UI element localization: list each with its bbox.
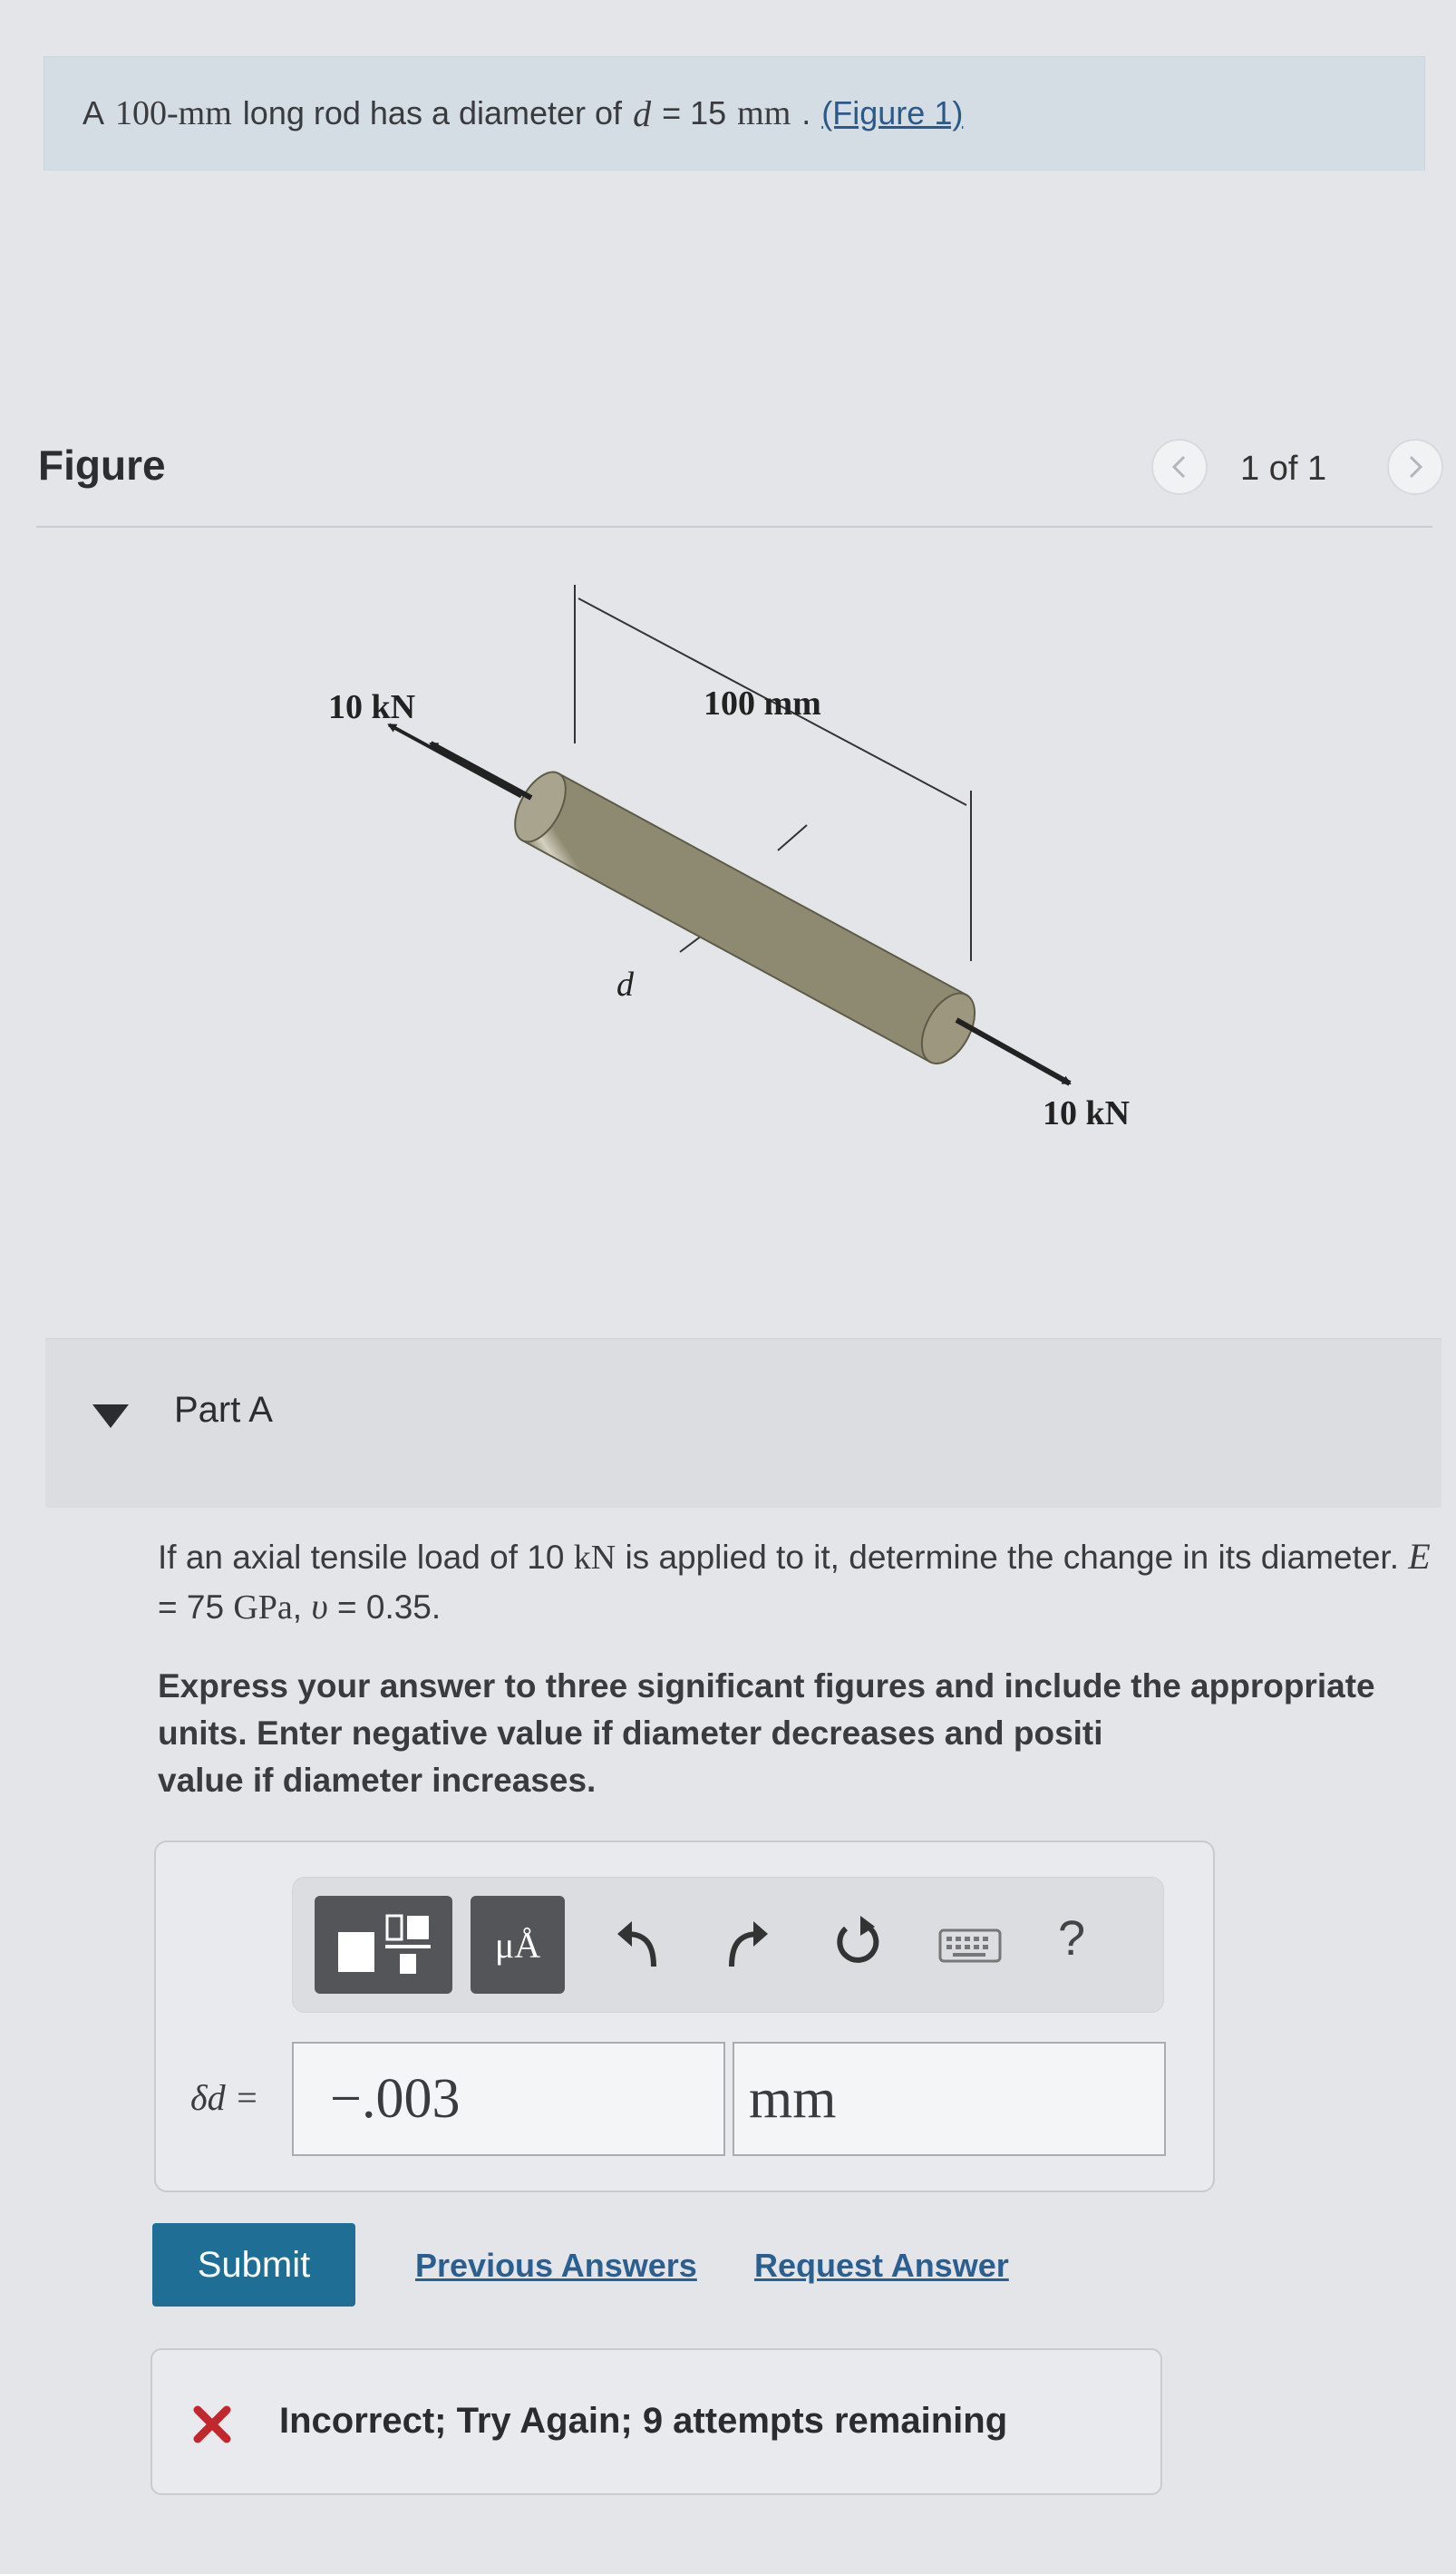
rod-length: 100-mm	[115, 94, 232, 132]
previous-answers-link[interactable]: Previous Answers	[415, 2247, 697, 2284]
diameter-variable: d	[633, 92, 652, 134]
diameter-value: = 15	[662, 94, 727, 131]
units-button[interactable]: μÅ	[471, 1896, 565, 1994]
figure-link[interactable]: (Figure 1)	[821, 94, 964, 131]
templates-button[interactable]	[315, 1896, 452, 1994]
problem-separator: .	[801, 94, 811, 131]
answer-value-input[interactable]	[292, 2042, 725, 2156]
poisson-value: = 0.35.	[336, 1588, 442, 1626]
problem-statement	[44, 56, 1425, 170]
figure-header	[36, 426, 1432, 528]
modulus-variable: E	[1408, 1536, 1431, 1577]
diameter-leader-top	[778, 825, 807, 850]
load-label-left: 10 kN	[328, 688, 416, 726]
problem-text: long rod has a diameter of	[242, 94, 623, 131]
answer-label: δd =	[190, 2077, 259, 2118]
redo-icon[interactable]	[719, 1912, 773, 1976]
next-figure-button[interactable]	[1387, 439, 1443, 495]
modulus-unit: GPa	[233, 1588, 293, 1627]
force-arrow-left	[431, 743, 531, 798]
chevron-right-icon	[1404, 453, 1426, 481]
load-unit: kN	[573, 1539, 616, 1577]
rod	[371, 691, 985, 1072]
poisson-variable: υ	[311, 1586, 328, 1627]
rod-figure	[272, 562, 1179, 1151]
force-arrow-right	[956, 1020, 1070, 1083]
problem-intro: A	[83, 94, 105, 131]
math-toolbar	[292, 1877, 1164, 2013]
keyboard-icon[interactable]	[938, 1928, 1002, 1965]
previous-figure-button[interactable]	[1151, 439, 1208, 495]
feedback-box	[150, 2348, 1162, 2495]
question-separator: ,	[292, 1588, 303, 1626]
question-part: If an axial tensile load of 10	[158, 1539, 565, 1576]
diameter-label: d	[616, 966, 634, 1004]
answer-unit-input[interactable]	[733, 2042, 1166, 2156]
length-label: 100 mm	[704, 685, 821, 723]
help-button[interactable]: ?	[1058, 1911, 1086, 1966]
chevron-left-icon	[1169, 453, 1190, 481]
feedback-message: Incorrect; Try Again; 9 attempts remaining	[279, 2401, 1008, 2441]
reset-icon[interactable]	[828, 1912, 886, 1976]
question-text	[158, 1532, 1445, 1632]
templates-icon	[329, 1909, 438, 1981]
answer-instructions: Express your answer to three significant figures and include the appropriate units. Enter negative value if diameter decreases and positi value if diameter increases.	[158, 1667, 1375, 1799]
submit-button[interactable]: Submit	[152, 2223, 355, 2307]
part-a-header[interactable]	[45, 1338, 1441, 1508]
undo-icon[interactable]	[612, 1912, 666, 1976]
caret-down-icon	[91, 1403, 131, 1430]
part-title: Part A	[174, 1390, 273, 1430]
question-part: is applied to it, determine the change in its diameter.	[625, 1539, 1399, 1576]
answer-box	[154, 1841, 1215, 2192]
modulus-value: = 75	[158, 1588, 225, 1626]
error-x-icon	[192, 2404, 232, 2444]
centerline	[389, 724, 521, 796]
diameter-unit: mm	[737, 94, 791, 132]
figure-title: Figure	[38, 442, 166, 489]
figure-counter: 1 of 1	[1240, 450, 1327, 488]
request-answer-link[interactable]: Request Answer	[754, 2247, 1009, 2284]
load-label-right: 10 kN	[1043, 1094, 1131, 1132]
